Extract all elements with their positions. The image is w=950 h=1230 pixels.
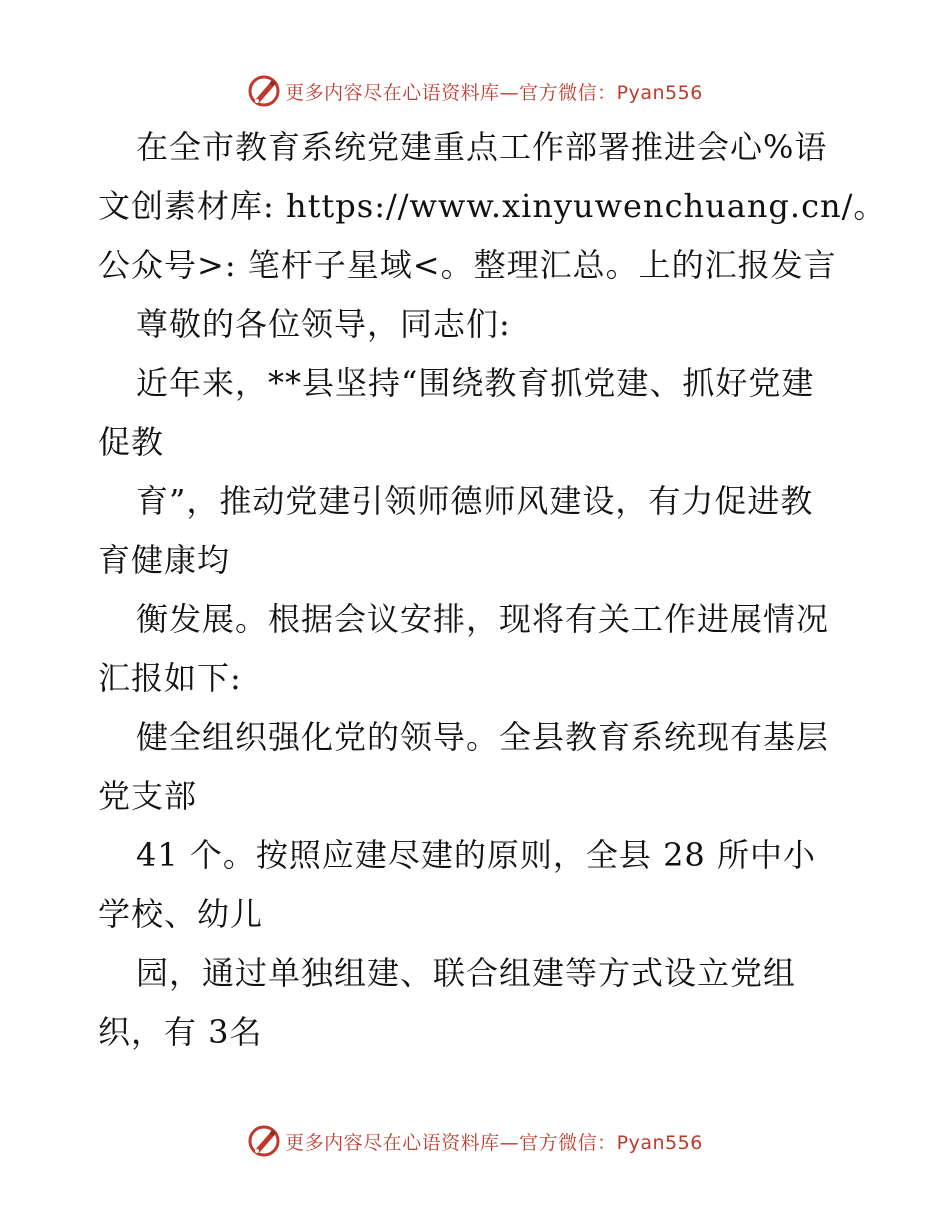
header-watermark [0,71,950,111]
paragraph-line: 学校、幼儿 [98,895,264,933]
paragraph-line: 汇报如下: [98,659,242,697]
paragraph-line: 近年来，**县坚持“围绕教育抓党建、抓好党建 [136,364,815,402]
paragraph-line: 党支部 [98,777,198,815]
paragraph-line: 健全组织强化党的领导。全县教育系统现有基层 [136,718,830,756]
paragraph-line: 织，有 3名 [98,1013,263,1051]
pen-logo-icon [247,74,281,108]
paragraph-line: 促教 [98,423,165,461]
paragraph-line: 育健康均 [98,541,231,579]
paragraph-line: 在全市教育系统党建重点工作部署推进会心%语 [136,128,828,166]
pen-logo-icon [247,1124,281,1158]
watermark-text: 更多内容尽在心语资料库—官方微信：Pyan556 [285,1131,703,1154]
paragraph-line: 文创素材库: https://www.xinyuwenchuang.cn/。 [98,187,887,225]
watermark-text: 更多内容尽在心语资料库—官方微信：Pyan556 [285,81,703,104]
paragraph-line: 41 个。按照应建尽建的原则，全县 28 所中小 [136,836,816,874]
paragraph-line: 园，通过单独组建、联合组建等方式设立党组 [136,954,797,992]
paragraph-line: 公众号>: 笔杆子星域<。整理汇总。上的汇报发言 [98,246,837,284]
salutation: 尊敬的各位领导，同志们: [136,305,511,343]
paragraph-line: 衡发展。根据会议安排，现将有关工作进展情况 [136,600,830,638]
footer-watermark [0,1121,950,1161]
document-body [98,118,887,1062]
paragraph-line: 育”，推动党建引领师德师风建设，有力促进教 [136,482,814,520]
